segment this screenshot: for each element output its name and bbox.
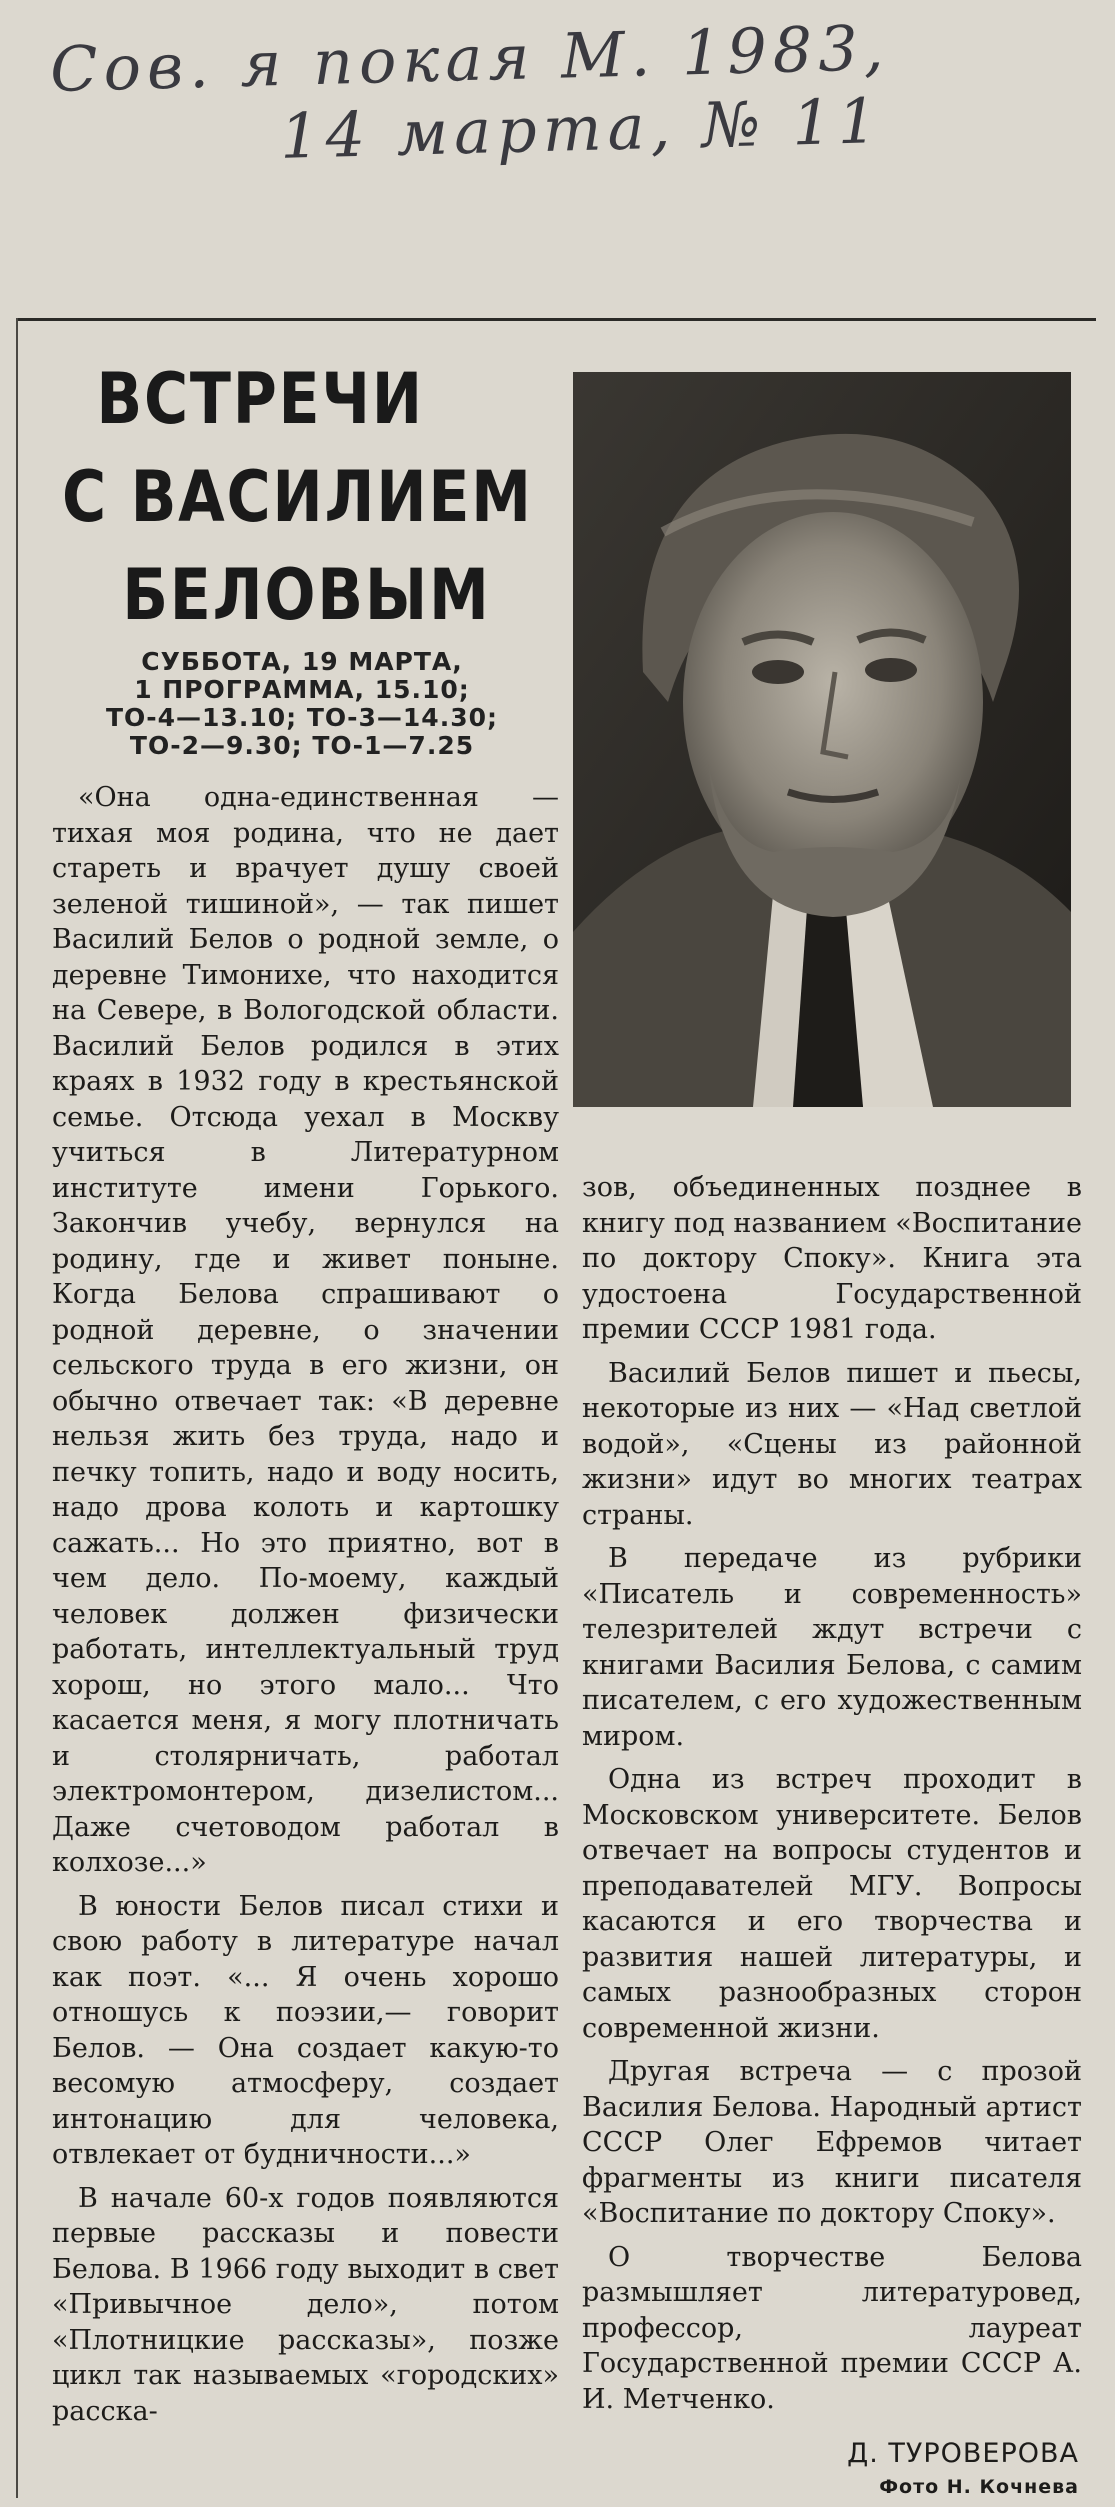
handwritten-line-2: 14 марта, № 11 bbox=[279, 84, 884, 173]
handwritten-line-1: Сов. я покая М. 1983, bbox=[49, 11, 891, 106]
article-paragraph: О творчестве Белова размышляет литературовед, профессор, лауреат Государственной премии СССР А. И. Метченко. bbox=[582, 2241, 1082, 2415]
headline-line-1: ВСТРЕЧИ bbox=[96, 358, 424, 440]
article-paragraph: В юности Белов писал стихи и свою работу в литературе начал как поэт. «... Я очень хорошо отношусь к поэзии,— говорит Белов. — Она создает какую-то весомую атмосферу, создает интонацию для человека, отвлекает от будничности...» bbox=[52, 1890, 559, 2170]
article-paragraph: «Она одна-единственная — тихая моя родина, что не дает стареть и врачует душу своей зеленой тишиной», — так пишет Василий Белов о родной земле, о деревне Тимонихе, что находится на Севере, в Вологодской области. Василий Белов родился в этих краях в 1932 году в крестьянской семье. Отсюда уехал в Москву учиться в Литературном институте имени Горького. Закончив учебу, вернулся на родину, где и живет поныне. Когда Белова спрашивают о родной деревне, о значении сельского труда в его жизни, он обычно отвечает так: «В деревне нельзя жить без труда, надо и печку топить, надо и воду носить, надо дрова колоть и картошку сажать... Но это приятно, вот в чем дело. По-моему, каждый человек должен физически работать, интеллектуальный труд хорош, но этого мало... Что касается меня, я могу плотничать и столярничать, работал электромонтером, дизелистом... Даже счетоводом работал в колхозе...» bbox=[52, 782, 559, 1878]
article-paragraph: В передаче из рубрики «Писатель и современность» телезрителей ждут встречи с книгами Василия Белова, с самим писателем, с его художественным миром. bbox=[582, 1543, 1082, 1752]
article-column-left bbox=[52, 780, 559, 2429]
photo-credit: Фото Н. Кочнева bbox=[879, 2476, 1079, 2498]
left-margin-rule bbox=[16, 318, 18, 2498]
headline-line-3: БЕЛОВЫМ bbox=[122, 554, 491, 636]
headline bbox=[62, 350, 542, 644]
article-paragraph: зов, объединенных позднее в книгу под названием «Воспитание по доктору Споку». Книга эта удостоена Государственной премии СССР 1981 года. bbox=[582, 1172, 1082, 1345]
schedule-line-3: ТО-4—13.10; ТО-3—14.30; bbox=[105, 703, 498, 732]
schedule-line-2: 1 ПРОГРАММА, 15.10; bbox=[134, 675, 470, 704]
top-rule bbox=[16, 318, 1096, 321]
article-column-right bbox=[582, 1170, 1082, 2417]
schedule-line-1: СУББОТА, 19 МАРТА, bbox=[141, 647, 463, 676]
article-paragraph: Василий Белов пишет и пьесы, некоторые из них — «Над светлой водой», «Сцены из районной жизни» идут во многих театрах страны. bbox=[582, 1357, 1082, 1531]
portrait-illustration bbox=[573, 372, 1071, 1107]
author-byline: Д. ТУРОВЕРОВА bbox=[847, 2438, 1079, 2469]
article-paragraph: Одна из встреч проходит в Московском университете. Белов отвечает на вопросы студентов и преподавателей МГУ. Вопросы касаются и его творчества и развития нашей литературы, и самых разнообразных сторон современной жизни. bbox=[582, 1764, 1082, 2044]
schedule-line-4: ТО-2—9.30; ТО-1—7.25 bbox=[129, 731, 475, 760]
handwritten-annotation bbox=[30, 12, 1090, 182]
headline-line-2: С ВАСИЛИЕМ bbox=[62, 456, 533, 538]
article-paragraph: В начале 60-х годов появляются первые рассказы и повести Белова. В 1966 году выходит в свет «Привычное дело», потом «Плотницкие рассказы», позже цикл так называемых «городских» расска- bbox=[52, 2182, 559, 2427]
article-paragraph: Другая встреча — с прозой Василия Белова. Народный артист СССР Олег Ефремов читает фрагменты из книги писателя «Воспитание по доктору Споку». bbox=[582, 2056, 1082, 2229]
broadcast-schedule bbox=[62, 648, 542, 760]
portrait-photo bbox=[573, 372, 1071, 1107]
